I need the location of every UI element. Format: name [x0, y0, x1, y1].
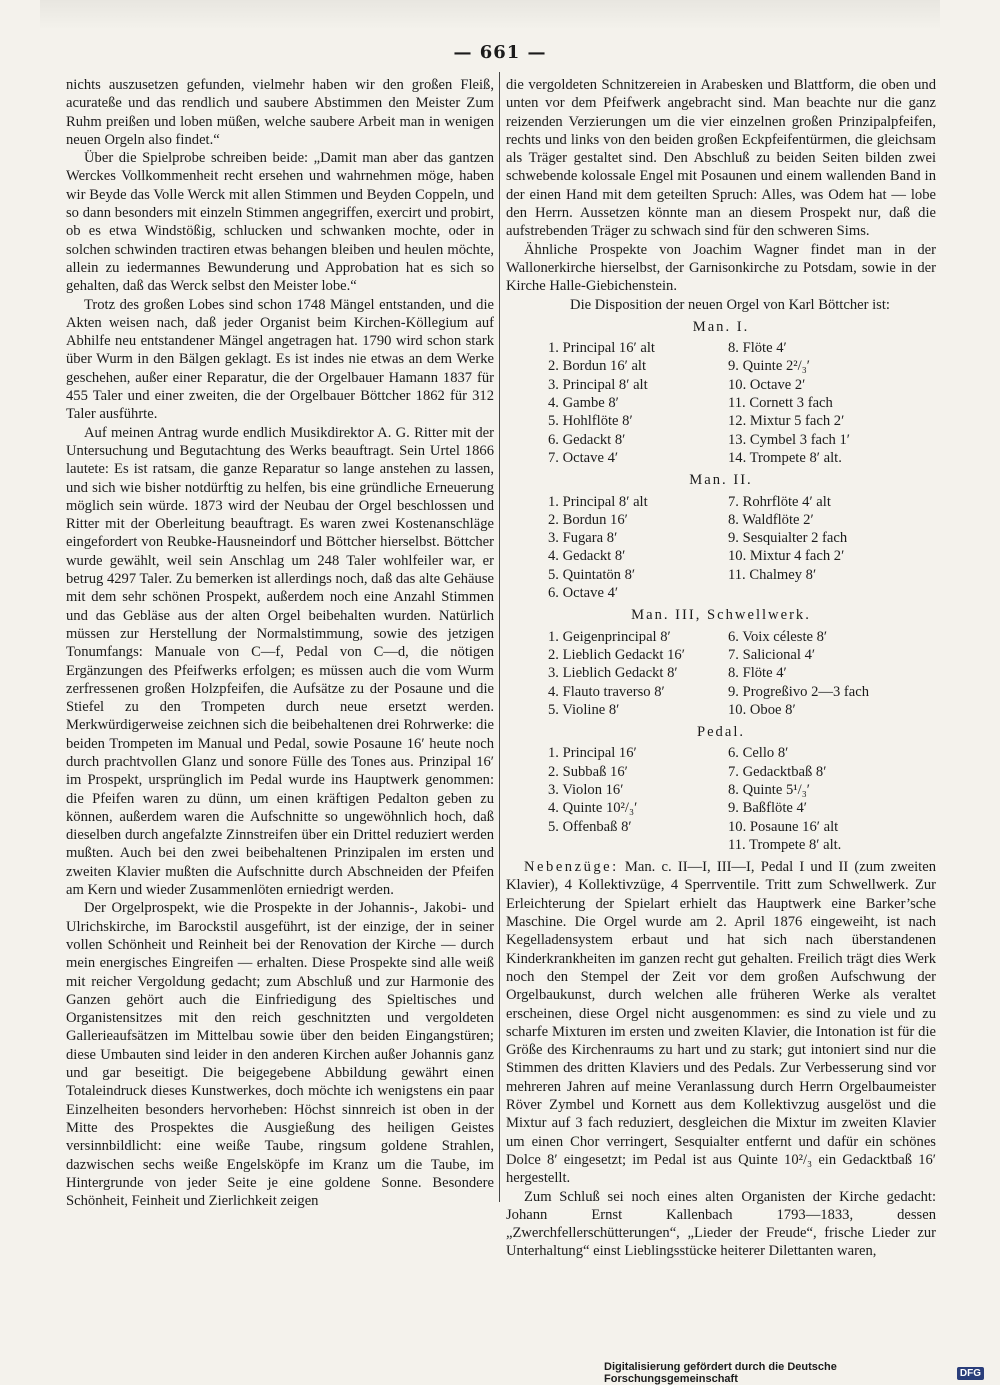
organ-stop: 4. Gedackt 8′	[548, 548, 626, 565]
organ-stop: 11. Chalmey 8′	[728, 566, 817, 583]
organ-stop: 10. Posaune 16′ alt	[728, 818, 839, 835]
column-divider	[499, 72, 500, 1202]
organ-stop: 1. Principal 16′ alt	[548, 340, 655, 357]
manual-title: Man. I.	[692, 318, 750, 335]
disposition-intro: Die Disposition der neuen Orgel von Karl Böttcher ist:	[570, 296, 890, 313]
organ-stop: 6. Gedackt 8′	[548, 431, 626, 448]
stop-list	[548, 744, 936, 854]
organ-stop: 1. Principal 16′	[548, 745, 637, 762]
organ-stop: 5. Offenbaß 8′	[548, 818, 632, 835]
paragraph: die vergoldeten Schnitzereien in Arabesken und Blattform, die oben und unten vor dem Pfeifwerk angebracht sind. Man beachte nur die ganz reizenden Verzierungen um die vier einzelnen großen Prinzipalpfeifen, rechts und links von den beiden großen Eckpfeifentürmen, die gleichsam als Träger gestaltet sind. Den Abschluß zu beiden Seiten bilden zwei schwebende kolossale Engel mit Posaunen und einem wallenden Band in der einen Hand mit dem geteilten Spruch: Alles, was Odem hat — lobe den Herrn. Aussetzen könnte man an diesem Prospekt nur, daß die aufstrebenden Träger zu schwach sind für den schweren Sims.	[506, 77, 936, 240]
manual-title: Man. III, Schwellwerk.	[631, 607, 811, 624]
organ-stop: 8. Waldflöte 2′	[728, 511, 814, 528]
scan-edge	[40, 0, 940, 30]
organ-stop: 3. Lieblich Gedackt 8′	[548, 665, 678, 682]
organ-stop: 9. Progreßivo 2—3 fach	[728, 683, 870, 700]
paragraph: Der Orgelprospekt, wie die Prospekte in der Johannis-, Jakobi- und Ulrichskirche, im Barockstil ausgeführt, ist der einzige, der in seiner vollen Schönheit und Reinheit bei der Renovation der Kirche — durch mein energisches Eingreifen — erhalten. Diese Prospekte sind alle weiß mit reicher Vergoldung gedacht; zum Abschluß und zur Harmonie des Ganzen gehört auch die Einfriedigung des Spieltisches und Organistensitzes mit den reich geschnitzten und vergoldeten Gallerieaufsätzen im Mittelbau sowie über den beiden Eingangstüren; diese Umbauten sind leider in den anderen Kirchen außer Johannis ganz und gar beseitigt. Die beigegebene Abbildung gewährt einen Totaleindruck dieses Kunstwerkes, doch möchte ich wenigstens ein paar Einzelheiten besonders hervorheben: Höchst sinnreich ist oben in der Mitte des Prospektes die Ausgießung des heiligen Geistes versinnbildlicht: eine weiße Taube, ringsum goldene Strahlen, dazwischen sechs weiße Engelsköpfe im Kranz um die Taube, im Hintergrunde von jeder Seite je eine goldene Sonne. Besondere Schönheit, Feinheit und Zierlichkeit zeigen	[66, 900, 494, 1210]
organ-stop: 5. Hohlflöte 8′	[548, 413, 633, 430]
organ-stop: 9. Baßflöte 4′	[728, 800, 807, 817]
organ-stop: 8. Flöte 4′	[728, 665, 787, 682]
organ-stop: 9. Quinte 2²/₃′	[728, 358, 810, 375]
paragraph: Über die Spielprobe schreiben beide: „Damit man aber das gantzen Werckes Vollkommenheit recht ersehen und wahrnehmen möge, haben wir Beyde das Volle Werck mit allen Stimmen und Beyden Coppeln, und so dann besonders mit einzeln Stimmen angegriffen, exercirt und probirt, ob es etwa Windstößig, schlucken und schwanken mochte, oder in solchen schwinden tractiren etwas behangen bleiben und heulen möchte, allein zu iedermannes Bewunderung und Approbation hat es sich so gehalten, daß das Werck selbst den Meister lobe.“	[66, 150, 494, 295]
stop-list	[548, 493, 936, 603]
organ-stop: 6. Octave 4′	[548, 585, 619, 602]
organ-stop: 9. Sesquialter 2 fach	[728, 530, 848, 547]
organ-stop: 3. Principal 8′ alt	[548, 376, 648, 393]
closing-paragraph: Zum Schluß sei noch eines alten Organisten der Kirche gedacht: Johann Ernst Kallenbach 1793—1833, dessen „Zwerchfellerschütterungen“, „Lieder der Freude“, frische Lieder zur Unterhaltung“ einst Lieblingsstücke heiterer Dilettanten waren,	[506, 1188, 936, 1260]
organ-stop: 2. Bordun 16′ alt	[548, 358, 647, 375]
organ-stop: 2. Subbaß 16′	[548, 763, 628, 780]
organ-stop: 8. Flöte 4′	[728, 340, 787, 357]
organ-stop: 3. Fugara 8′	[548, 530, 618, 547]
nebenzuege-label: Nebenzüge:	[524, 859, 619, 876]
left-column	[66, 76, 494, 1210]
organ-stop: 5. Quintatön 8′	[548, 566, 636, 583]
organ-stop	[548, 836, 728, 854]
organ-stop: 7. Salicional 4′	[728, 646, 816, 663]
organ-stop: 10. Oboe 8′	[728, 701, 796, 718]
disposition-list	[506, 318, 936, 854]
footer	[604, 1361, 984, 1385]
organ-stop: 13. Cymbel 3 fach 1′	[728, 431, 850, 448]
dfg-logo: DFG	[957, 1367, 984, 1380]
organ-stop	[728, 584, 928, 602]
organ-stop: 5. Violine 8′	[548, 701, 620, 718]
paragraph: Trotz des großen Lobes sind schon 1748 Mängel entstanden, und die Akten weisen nach, daß jeder Organist beim Kirchen-Köllegium auf Abhilfe neu entstandener Mängel angetragen hat. 1790 wird schon stark über Wurm in den Bälgen geklagt. Es ist indes nie etwas an dem Werke geschehen, außer einer Reparatur, die der Orgelbauer Hamann 1837 für 455 Taler und einer zweiten, die der Orgelbauer Böttcher 1862 für 312 Taler ausführte.	[66, 296, 494, 423]
organ-stop: 12. Mixtur 5 fach 2′	[728, 413, 845, 430]
paragraph: Auf meinen Antrag wurde endlich Musikdirektor A. G. Ritter mit der Untersuchung und Begutachtung des Werks beauftragt. Sein Urtel 1866 lautete: Es ist ratsam, die ganze Reparatur so lange anstehen zu lassen, und sich wie bisher notdürftig zu helfen, bis eine gründliche Erneuerung möglich sein würde. 1873 wird der Neubau der Orgel beschlossen und Ritter mit der Oberleitung beauftragt. Es waren zwei Kostenanschläge eingefordert von Reubke-Hausneindorf und Böttcher hierselbst. Böttcher wurde gewählt, weil sein Anschlag um 248 Taler wohlfeiler war, er betrug 4297 Taler. Zu bemerken ist allerdings noch, daß das alte Gehäuse mit dem sehr schönen Prospekt, außerdem noch eine Anzahl Stimmen und das Gebläse aus der alten Orgel beibehalten wurden. Natürlich müssen zur Herstellung der Normalstimmung, sowie des jetzigen Tonumfangs: Manuale von C—f, Pedal von C—d, die nötigen Ergänzungen des Pfeifwerks erfolgen; es müssen auch die vom Wurm zerfressenen großen Holzpfeifen, die Aufsätze zu der Posaune und die Stiefel zu den Trompeten durch neue ersetzt werden. Merkwürdigerweise zeichnen sich die beibehaltenen drei Rohrwerke: die beiden Trompeten im Manual und Pedal, sowie Posaune 16′ heute noch durch prachtvollen Glanz und sonore Fülle des Tones aus. Prinzipal 16′ im Prospekt, ursprünglich im Pedal wurde ins Hauptwerk genommen: die Pfeifen waren zu dünn, um einen kräftigen Pedalton geben zu können, außerdem waren die Aufschnitte so ungewöhnlich hoch, daß dieselben durch angefalzte Zinnstreifen über ein Drittel reduziert werden mußten. Auch bei den zwei beibehaltenen Prinzipalen im ersten und zweiten Klavier mußten die Aufschnitte durch Abschneiden der Pfeifen am Kern und wieder Zusammenlöten erniedrigt werden.	[66, 424, 494, 899]
organ-stop: 1. Principal 8′ alt	[548, 493, 648, 510]
organ-stop: 1. Geigenprincipal 8′	[548, 628, 671, 645]
organ-stop: 10. Mixtur 4 fach 2′	[728, 548, 845, 565]
organ-stop: 4. Gambe 8′	[548, 395, 619, 412]
organ-stop: 7. Rohrflöte 4′ alt	[728, 493, 831, 510]
organ-stop: 4. Flauto traverso 8′	[548, 683, 665, 700]
organ-stop: 7. Octave 4′	[548, 449, 619, 466]
page-number: — 661 —	[453, 42, 547, 63]
organ-stop: 7. Gedacktbaß 8′	[728, 763, 827, 780]
manual-title: Pedal.	[696, 724, 746, 741]
stop-list	[548, 628, 936, 719]
organ-stop: 2. Lieblich Gedackt 16′	[548, 646, 685, 663]
nebenzuege-text: Man. c. II—I, III—I, Pedal I und II (zum zweiten Klavier), 4 Kollektivzüge, 4 Sperrventile. Tritt zum Schwellwerk. Zur Erleichterung der Spielart erhielt das Hauptwerk eine Barker’sche Maschine. Die Orgel wurde am 2. April 1876 eingeweiht, ist nach Kegelladensystem erbaut und hat sich nach überstandenen Kinderkrankheiten im ganzen recht gut gehalten. Freilich trägt dies Werk noch den Stempel der Zeit vor dem großen Aufschwung der Orgelbaukunst, durch welchen alle früheren Werke als veraltet erscheinen, diese Orgel nicht ausgenommen: es sind zu viele und zu scharfe Mixturen im ersten und zweiten Klavier, die Intonation ist für die Größe des Kirchenraums zu hart und zu stark; gut intoniert sind nur die Stimmen des dritten Klaviers und des Pedals. Zur Verbesserung sind vor mehreren Jahren auf meine Veranlassung durch Herrn Orgelbaumeister Röver Zymbel und Kornett aus dem Kollektivzug ausgelöst und die Mixtur auf 3 fach reduziert, desgleichen die Mixtur im zweiten Klavier um einen Chor verringert, Sesquialter entfernt und dafür ein schönes Dolce 8′ eingesetzt; im Pedal ist aus Quinte 10²/₃ ein Gedacktbaß 16′ hergestellt.	[506, 859, 936, 1187]
organ-stop: 10. Octave 2′	[728, 376, 806, 393]
organ-stop: 11. Cornett 3 fach	[728, 395, 833, 412]
paragraph: Ähnliche Prospekte von Joachim Wagner findet man in der Wallonerkirche hierselbst, der Garnisonkirche zu Potsdam, sowie in der Kirche Halle-Giebichenstein.	[506, 241, 936, 295]
right-column	[506, 76, 936, 1261]
organ-stop: 11. Trompete 8′ alt.	[728, 836, 842, 853]
manual-title: Man. II.	[689, 472, 753, 489]
nebenzuege-paragraph	[506, 858, 936, 1187]
stop-list	[548, 339, 936, 467]
footer-text: Digitalisierung gefördert durch die Deutsche Forschungsgemeinschaft	[604, 1361, 837, 1385]
right-column-intro	[506, 76, 936, 296]
organ-stop: 3. Violon 16′	[548, 781, 624, 798]
organ-stop: 4. Quinte 10²/₃′	[548, 800, 638, 817]
organ-stop: 6. Cello 8′	[728, 745, 789, 762]
organ-stop: 2. Bordun 16′	[548, 511, 628, 528]
organ-stop: 8. Quinte 5¹/₃′	[728, 781, 810, 798]
paragraph: nichts auszusetzen gefunden, vielmehr haben wir den großen Fleiß, acurateße und das rendlich und saubere Abstimmen den Meister Zum Ruhm preißen und loben müßen, welche saubere Arbeit man in wenigen neuen Orgeln also findet.“	[66, 77, 494, 148]
organ-stop: 6. Voix céleste 8′	[728, 628, 828, 645]
organ-stop: 14. Trompete 8′ alt.	[728, 449, 842, 466]
